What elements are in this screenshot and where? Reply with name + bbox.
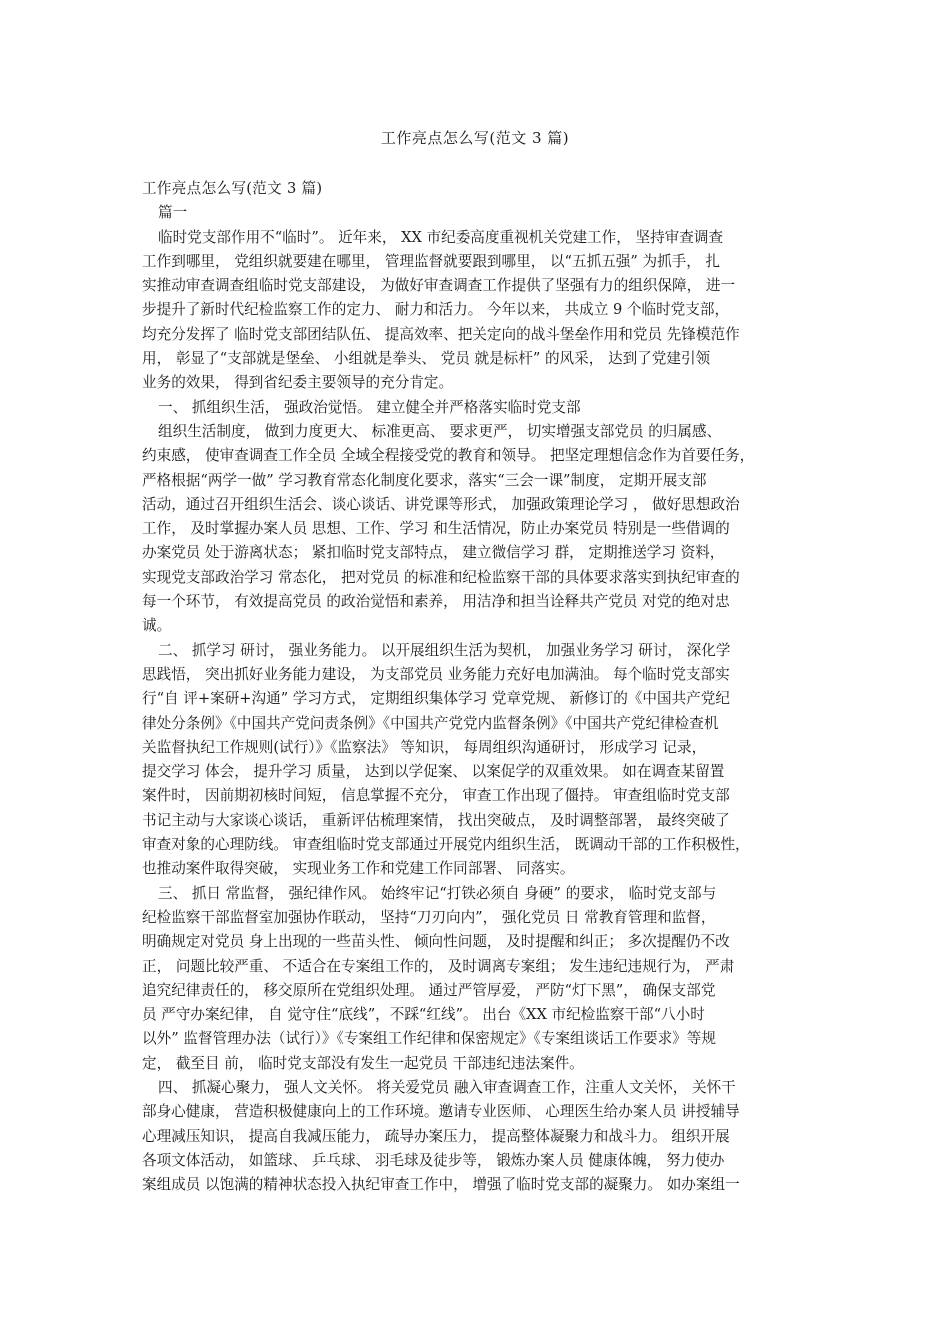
- document-subtitle: 工作亮点怎么写(范文 3 篇): [142, 180, 323, 197]
- document-title: 工作亮点怎么写(范文 3 篇): [380, 129, 570, 147]
- text-line: 追究纪律责任的， 移交原所在党组织处理。 通过严管厚爱， 严防“灯下黑”， 确保支部党: [142, 981, 716, 999]
- text-line: 部身心健康， 营造积极健康向上的工作环境。邀请专业医师、 心理医生给办案人员 讲授辅导: [142, 1103, 740, 1121]
- text-line: 二、 抓学习 研讨， 强业务能力。 以开展组织生活为契机， 加强业务学习 研讨， 深化学: [158, 641, 731, 659]
- text-line: 正， 问题比较严重、 不适合在专案组工作的， 及时调离专案组； 发生违纪违规行为， 严肃: [142, 957, 735, 975]
- text-line: 每一个环节， 有效提高党员 的政治觉悟和素养， 用洁净和担当诠释共产党员 对党的绝对忠: [142, 593, 730, 611]
- text-line: 也推动案件取得突破， 实现业务工作和党建工作同部署、 同落实。: [142, 860, 575, 878]
- text-line: 案件时， 因前期初核时间短， 信息掌握不充分， 审查工作出现了僵持。 审查组临时党支部: [142, 787, 730, 805]
- text-line: 定， 截至目 前， 临时党支部没有发生一起党员 干部违纪违法案件。: [142, 1054, 584, 1072]
- text-line: 书记主动与大家谈心谈话， 重新评估梳理案情， 找出突破点， 及时调整部署， 最终突破了: [142, 811, 730, 829]
- text-line: 案组成员 以饱满的精神状态投入执纪审查工作中， 增强了临时党支部的凝聚力。 如办案组一: [142, 1176, 740, 1194]
- text-line: 四、 抓凝心聚力， 强人文关怀。 将关爱党员 融入审查调查工作，注重人文关怀， 关怀干: [158, 1078, 736, 1096]
- text-line: 纪检监察干部监督室加强协作联动， 坚持“刀刃向内”， 强化党员 日 常教育管理和监督，: [142, 908, 716, 926]
- text-line: 各项文体活动， 如篮球、 乒乓球、 羽毛球及徒步等， 锻炼办案人员 健康体魄， 努力使办: [142, 1151, 725, 1169]
- text-line: 办案党员 处于游离状态； 紧扣临时党支部特点， 建立微信学习 群， 定期推送学习 资料，: [142, 544, 725, 562]
- text-line: 用， 彰显了“支部就是堡垒、 小组就是拳头、 党员 就是标杆” 的风采， 达到了党建引领: [142, 350, 711, 368]
- text-line: 提交学习 体会， 提升学习 质量， 达到以学促案、 以案促学的双重效果。 如在调查某留置: [142, 763, 725, 781]
- paragraph-lines: [142, 226, 810, 1198]
- text-line: 明确规定对党员 身上出现的一些苗头性、 倾向性问题， 及时提醒和纠正； 多次提醒仍不改: [142, 933, 730, 951]
- text-line: 临时党支部作用不“临时”。 近年来， XX 市纪委高度重视机关党建工作， 坚持审查调查: [158, 228, 724, 246]
- text-line: 律处分条例》《中国共产党问责条例》《中国共产党党内监督条例》《中国共产党纪律检查机: [142, 714, 719, 732]
- text-line: 步提升了新时代纪检监察工作的定力、 耐力和活力。 今年以来， 共成立 9 个临时党支部，: [142, 301, 730, 319]
- text-line: 严格根据“两学一做” 学习教育常态化制度化要求，落实“三会一课”制度， 定期开展支部: [142, 471, 707, 489]
- text-line: 一、 抓组织生活， 强政治觉悟。 建立健全并严格落实临时党支部: [158, 398, 581, 416]
- document-body: [142, 177, 810, 1197]
- text-line: 实推动审查调查组临时党支部建设， 为做好审查调查工作提供了坚强有力的组织保障， 进一: [142, 277, 736, 295]
- text-line: 工作， 及时掌握办案人员 思想、工作、学习 和生活情况，防止办案党员 特别是一些借调的: [142, 520, 730, 538]
- text-line: 组织生活制度， 做到力度更大、 标准更高、 要求更严， 切实增强支部党员 的归属感、: [158, 422, 722, 440]
- text-line: 以外” 监督管理办法（试行）》《专案组工作纪律和保密规定》《专案组谈话工作要求》等规: [142, 1030, 716, 1048]
- text-line: 业务的效果， 得到省纪委主要领导的充分肯定。: [142, 374, 454, 392]
- text-line: 审查对象的心理防线。 审查组临时党支部通过开展党内组织生活， 既调动干部的工作积极性，: [142, 836, 750, 854]
- text-line: 思践悟， 突出抓好业务能力建设， 为支部党员 业务能力充好电加满油。 每个临时党支部实: [142, 665, 730, 683]
- text-line: 关监督执纪工作规则(试行）》《监察法》 等知识， 每周组织沟通研讨， 形成学习 记录，: [142, 738, 707, 756]
- text-line: 活动，通过召开组织生活会、谈心谈话、讲党课等形式， 加强政策理论学习 ， 做好思想政治: [142, 495, 740, 513]
- section-heading: 篇一: [158, 204, 188, 222]
- text-line: 诚。: [142, 617, 172, 635]
- text-line: 三、 抓日 常监督， 强纪律作风。 始终牢记“打铁必须自 身硬” 的要求， 临时党支部与: [158, 884, 717, 902]
- text-line: 工作到哪里， 党组织就要建在哪里， 管理监督就要跟到哪里， 以“五抓五强” 为抓手， 扎: [142, 252, 721, 270]
- text-line: 员 严守办案纪律， 自 觉守住“底线”，不踩“红线”。 出台《XX 市纪检监察干部“八小时: [142, 1006, 705, 1024]
- text-line: 实现党支部政治学习 常态化， 把对党员 的标准和纪检监察干部的具体要求落实到执纪审查的: [142, 568, 740, 586]
- text-line: 均充分发挥了 临时党支部团结队伍、 提高效率、把关定向的战斗堡垒作用和党员 先锋模范作: [142, 325, 740, 343]
- text-line: 约束感， 使审查调查工作全员 全域全程接受党的教育和领导。 把坚定理想信念作为首要任务，: [142, 447, 755, 465]
- text-line: 心理减压知识， 提高自我减压能力， 疏导办案压力， 提高整体凝聚力和战斗力。 组织开展: [142, 1127, 730, 1145]
- text-line: 行“自 评+案研+沟通” 学习方式， 定期组织集体学习 党章党规、 新修订的《中国共产党纪: [142, 690, 730, 708]
